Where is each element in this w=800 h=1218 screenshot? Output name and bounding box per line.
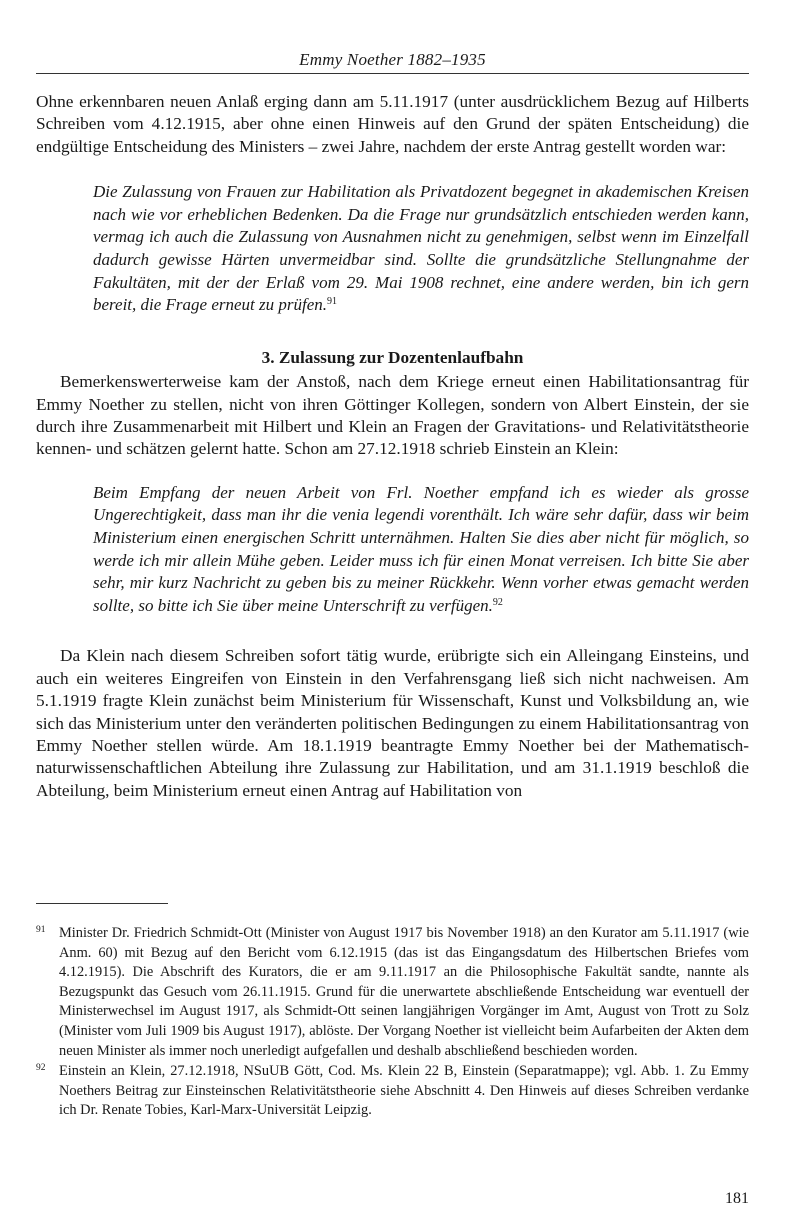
quote-1-text: Die Zulassung von Frauen zur Habilitation als Privatdozent begegnet in akademischen Kreisen nach wie vor erheblichen Bedenken. Da die Frage nur grundsätzlich entschieden werden kann, vermag ich auch die Zulassung von Ausnahmen nicht zu genehmigen, selbst wenn im Einzelfall dadurch gewisse Härten unvermeidbar sind. Sollte die grundsätzliche Stellungnahme der Fakultäten, mit der der Erlaß vom 29. Mai 1908 rechnet, eine andere werden, bin ich gern bereit, die Frage erneut zu prüfen. bbox=[93, 182, 749, 315]
quote-2-text: Beim Empfang der neuen Arbeit von Frl. Noether empfand ich es wieder als grosse Ungerechtigkeit, dass man ihr die venia legendi vorenthält. Ich wäre sehr dafür, dass wir beim Ministerium einen energischen Schritt unternähmen. Halten Sie dies aber nicht für möglich, so werde ich mir allein Mühe geben. Leider muss ich für einen Monat verreisen. Ich bitte Sie aber sehr, mir kurz Nachricht zu geben bis zu meiner Rückkehr. Wenn vorher etwas gemacht werden sollte, so bitte ich Sie über meine Unterschrift zu verfügen. bbox=[93, 482, 749, 615]
footnotes bbox=[36, 924, 749, 1122]
page-number: 181 bbox=[725, 1190, 749, 1207]
quote-ministers-decision bbox=[93, 181, 749, 317]
paragraph-1: Ohne erkennbaren neuen Anlaß erging dann am 5.11.1917 (unter ausdrücklichem Bezug auf Hilberts Schreiben vom 4.12.1915, aber ohne einen Hinweis auf den Grund der späten Entscheidung) die endgültige Entscheidung des Ministers – zwei Jahre, nachdem der erste Antrag gestellt worden war: bbox=[36, 92, 749, 156]
main-text bbox=[36, 91, 749, 802]
header-rule bbox=[36, 73, 749, 74]
footnote-mark: 92 bbox=[36, 1063, 46, 1074]
footnote-ref-91[interactable]: 91 bbox=[327, 296, 338, 308]
quote-einstein-letter bbox=[93, 482, 749, 618]
footnote-text: Minister Dr. Friedrich Schmidt-Ott (Minister von August 1917 bis November 1918) an den Kurator am 5.11.1917 (wie Anm. 60) mit Bezug auf den Bericht vom 6.12.1915 (das ist das Eingangsdatum des Hilbertschen Briefes vom 4.12.1915). Die Abschrift des Kurators, die er am 9.11.1917 an die Philosophische Fakultät sandte, nannte als Bezugspunkt das Gesuch vom 26.11.1915. Grund für die unerwartete abschließende Entscheidung war eventuell der Ministerwechsel im August 1917, als Schmidt-Ott seinen langjährigen Vorgänger im Amt, August von Trott zu Solz (Minister vom Juli 1909 bis August 1917), ablöste. Der Vorgang Noether ist vielleicht beim Aufarbeiten der Akten dem neuen Minister als immer noch unerledigt aufgefallen und deshalb abschließend beschieden worden. bbox=[59, 925, 749, 1059]
footnote-91 bbox=[36, 924, 749, 1061]
paragraph-2: Bemerkenswerterweise kam der Anstoß, nach dem Kriege erneut einen Habilitationsantrag für Emmy Noether zu stellen, nicht von ihren Göttinger Kollegen, sondern von Albert Einstein, der sie durch ihre Zusammenarbeit mit Hilbert und Klein an Fragen der Gravitations- und Relativitätstheorie kennen- und schätzen gelernt hatte. Schon am 27.12.1918 schrieb Einstein an Klein: bbox=[36, 372, 749, 459]
footnote-ref-92[interactable]: 92 bbox=[492, 596, 503, 608]
footnote-text: Einstein an Klein, 27.12.1918, NSuUB Gött, Cod. Ms. Klein 22 B, Einstein (Separatmappe); vgl. Abb. 1. Zu Emmy Noethers Beitrag zur Einsteinschen Relativitätstheorie siehe Abschnitt 4. Den Hinweis auf dieses Schreiben verdanke ich Dr. Renate Tobies, Karl-Marx-Universität Leipzig. bbox=[59, 1063, 749, 1119]
section-title: 3. Zulassung zur Dozentenlaufbahn bbox=[261, 347, 524, 367]
footnote-rule bbox=[36, 903, 168, 904]
paragraph-3: Da Klein nach diesem Schreiben sofort tätig wurde, erübrigte sich ein Alleingang Einsteins, und auch ein weiteres Eingreifen von Einstein in den Verfahrensgang ließ sich nicht nachweisen. Am 5.1.1919 fragte Klein zunächst beim Ministerium für Wissenschaft, Kunst und Volksbildung an, wie sich das Ministerium unter den veränderten politischen Bedingungen zu einem Habilitationsantrag von Emmy Noether stellen würde. Am 18.1.1919 beantragte Emmy Noether bei der Mathematisch-naturwissenschaftlichen Abteilung ihre Zulassung zur Habilitation, und am 31.1.1919 beschloß die Abteilung, beim Ministerium erneut einen Antrag auf Habilitation von bbox=[36, 646, 749, 800]
footnote-mark: 91 bbox=[36, 925, 46, 935]
running-head: Emmy Noether 1882–1935 bbox=[299, 50, 486, 69]
footnote-92 bbox=[36, 1062, 749, 1121]
